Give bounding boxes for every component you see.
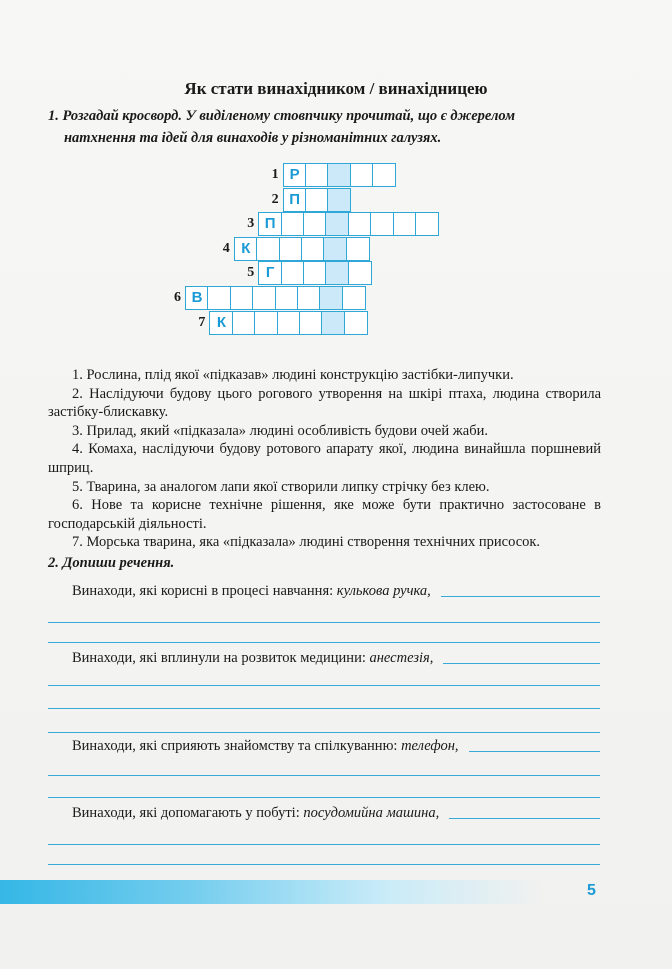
crossword-cell[interactable]	[350, 163, 374, 187]
crossword-letter-cell: Г	[258, 261, 282, 285]
crossword-row	[209, 311, 367, 335]
crossword-cell[interactable]	[299, 311, 323, 335]
crossword-cell[interactable]	[275, 286, 299, 310]
crossword-cell[interactable]	[303, 261, 327, 285]
crossword-row	[185, 286, 366, 310]
crossword-row	[258, 261, 372, 285]
clue-7: 7. Морська тварина, яка «підказала» людині створення технічних присосок.	[72, 534, 541, 551]
crossword-letter-cell: П	[283, 188, 307, 212]
crossword-cell[interactable]	[342, 286, 366, 310]
crossword-cell[interactable]	[370, 212, 394, 236]
answer-line[interactable]	[441, 596, 600, 597]
crossword-row-number: 7	[198, 314, 206, 330]
crossword-letter-cell: П	[258, 212, 282, 236]
footer-accent-bar	[0, 880, 545, 904]
clue-4: 4. Комаха, наслідуючи будову ротового апарату якої, людина винайшла поршневий шприц.	[48, 441, 601, 476]
crossword-row	[283, 163, 397, 187]
crossword-row	[283, 188, 352, 212]
crossword-row-number: 5	[247, 265, 255, 281]
task-2-text: Допиши речення.	[62, 555, 175, 571]
crossword-cell[interactable]	[281, 212, 305, 236]
answer-line[interactable]	[48, 642, 600, 643]
crossword-cell[interactable]	[393, 212, 417, 236]
crossword-cell[interactable]	[305, 188, 329, 212]
crossword-cell[interactable]	[232, 311, 256, 335]
page-number: 5	[587, 882, 596, 899]
crossword-cell[interactable]	[277, 311, 301, 335]
crossword-cell[interactable]	[346, 237, 370, 261]
answer-line[interactable]	[48, 708, 600, 709]
answer-line[interactable]	[469, 751, 600, 752]
crossword-cell[interactable]	[279, 237, 303, 261]
crossword-cell[interactable]	[254, 311, 278, 335]
crossword-cell[interactable]	[301, 237, 325, 261]
crossword-cell[interactable]	[230, 286, 254, 310]
task-1	[48, 105, 604, 149]
answer-line[interactable]	[449, 818, 600, 819]
crossword-row-number: 4	[222, 240, 230, 256]
crossword-cell[interactable]	[344, 311, 368, 335]
answer-line[interactable]	[48, 844, 600, 845]
answer-line[interactable]	[48, 864, 600, 865]
task-1-line-2: натхнення та ідей для винаходів у різноманітних галузях.	[64, 130, 442, 146]
answer-line[interactable]	[48, 775, 600, 776]
crossword-cell[interactable]	[207, 286, 231, 310]
clue-5: 5. Тварина, за аналогом лапи якої створили липку стрічку без клею.	[72, 478, 490, 495]
fill-prompt: Винаходи, які корисні в процесі навчання: кулькова ручка,	[72, 583, 431, 599]
answer-line[interactable]	[48, 685, 600, 686]
crossword-cell[interactable]	[256, 237, 280, 261]
crossword-row-number: 2	[271, 191, 279, 207]
crossword-row-number: 3	[247, 216, 255, 232]
fill-block-communication	[48, 733, 600, 755]
crossword-cell[interactable]	[327, 188, 351, 212]
crossword-cell[interactable]	[303, 212, 327, 236]
crossword-cell[interactable]	[372, 163, 396, 187]
page-title: Як стати винахідником / винахідницею	[184, 79, 488, 98]
crossword-cell[interactable]	[325, 212, 349, 236]
crossword-cell[interactable]	[323, 237, 347, 261]
task-1-number: 1.	[48, 108, 59, 124]
fill-block-learning	[48, 578, 600, 600]
clue-6: 6. Нове та корисне технічне рішення, яке може бути практично застосоване в господарській діяльності.	[48, 497, 601, 532]
fill-prompt: Винаходи, які допомагають у побуті: посудомийна машина,	[72, 805, 440, 821]
fill-block-medicine	[48, 645, 600, 667]
crossword-cell[interactable]	[297, 286, 321, 310]
clue-2: 2. Наслідуючи будову цього рогового утворення на шкірі птаха, людина створила застібку-блискавку.	[48, 385, 601, 421]
crossword-cell[interactable]	[319, 286, 343, 310]
fill-prompt: Винаходи, які сприяють знайомству та спілкуванню: телефон,	[72, 738, 459, 754]
fill-block-household	[48, 800, 600, 822]
crossword-row-number: 6	[174, 290, 181, 305]
crossword-row	[258, 212, 439, 236]
crossword-cell[interactable]	[415, 212, 439, 236]
crossword-cell[interactable]	[325, 261, 349, 285]
crossword-letter-cell: К	[234, 237, 258, 261]
task-2	[48, 552, 604, 574]
crossword-cell[interactable]	[305, 163, 329, 187]
crossword-cell[interactable]	[321, 311, 345, 335]
fill-prompt: Винаходи, які вплинули на розвиток медицини: анестезія,	[72, 650, 434, 666]
crossword-cell[interactable]	[281, 261, 305, 285]
crossword-cell[interactable]	[252, 286, 276, 310]
answer-line[interactable]	[48, 622, 600, 623]
crossword-row	[234, 237, 370, 261]
answer-line[interactable]	[48, 797, 600, 798]
crossword-cell[interactable]	[348, 261, 372, 285]
clue-list	[48, 366, 601, 552]
answer-line[interactable]	[443, 663, 600, 664]
crossword-row-number: 1	[271, 167, 279, 182]
clue-3: 3. Прилад, який «підказала» людині особливість будови очей жаби.	[72, 422, 488, 439]
crossword-cell[interactable]	[327, 163, 351, 187]
clue-1: 1. Рослина, плід якої «підказав» людині конструкцію застібки-липучки.	[72, 367, 514, 383]
crossword-letter-cell: Р	[283, 163, 307, 187]
crossword-cell[interactable]	[348, 212, 372, 236]
crossword-letter-cell: К	[209, 311, 233, 335]
task-2-number: 2.	[48, 555, 59, 571]
crossword-letter-cell: В	[185, 286, 209, 310]
task-1-line-1: Розгадай кросворд. У виділеному стовпчику прочитай, що є джерелом	[62, 108, 516, 124]
